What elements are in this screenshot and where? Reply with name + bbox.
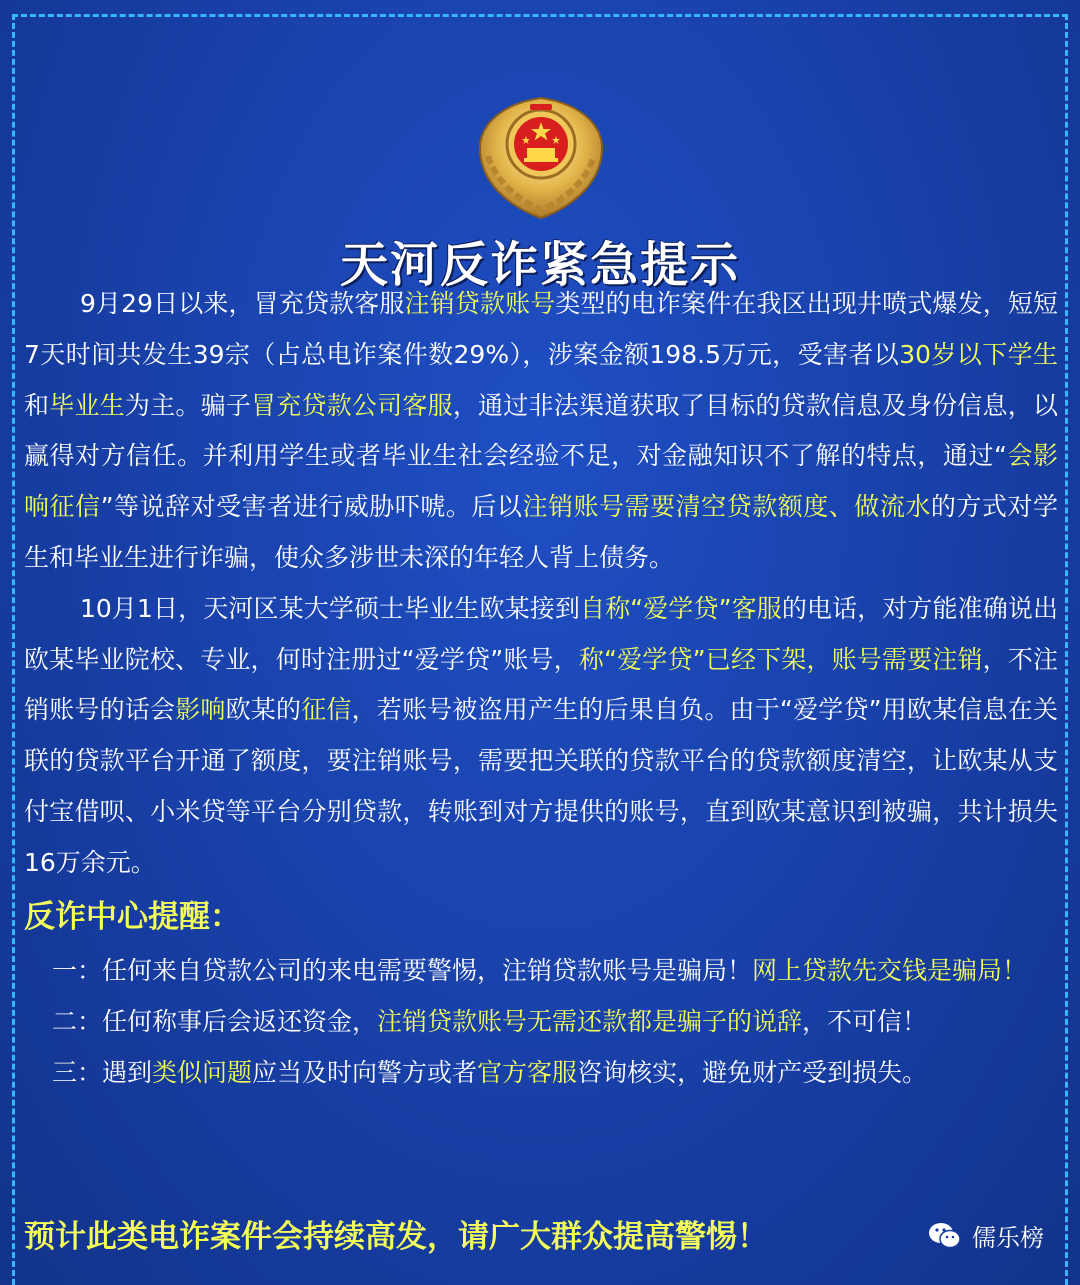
highlight-text: 称“爱学贷”已经下架，账号需要注销 (578, 644, 983, 674)
body-text: 一：任何来自贷款公司的来电需要警惕，注销贷款账号是骗局！ (52, 955, 753, 985)
highlight-text: 注销账号需要清空贷款额度、做流水 (522, 492, 931, 522)
body-text: 类型的电诈案件在我区出现井喷式爆发，短短7天时间共发生39宗（占总电诈案件数29%），涉案金额198.5万元，受害者以 (24, 289, 1058, 369)
footer-warning: 预计此类电诈案件会持续高发，请广大群众提高警惕！ (24, 1219, 768, 1255)
body-text: 为主。骗子 (124, 390, 252, 420)
body-text: 咨询核实，避免财产受到损失。 (577, 1057, 928, 1087)
paragraph-2 (24, 584, 1058, 889)
body-text: ”等说辞对受害者进行威胁吓唬。后以 (100, 492, 523, 522)
watermark (928, 1218, 1044, 1253)
body-text: ，不注销账号的话会 (24, 644, 1058, 725)
police-badge-icon (470, 86, 612, 221)
body-text: 9月29日以来，冒充贷款客服 (80, 289, 405, 318)
body-text: ，若账号被盗用产生的后果自负。由于“爱学贷”用欧某信息在关联的贷款平台开通了额度，要注销账号，需要把关联的贷款平台的贷款额度清空，让欧某从支付宝借呗、小米贷等平台分别贷款，转账到对方提供的账号，直到欧某意识到被骗，共计损失16万余元。 (24, 695, 1058, 877)
highlight-text: 官方客服 (477, 1057, 578, 1087)
highlight-text: 会影响征信 (24, 441, 1058, 522)
tip-1 (24, 945, 1058, 996)
highlight-text: 自称“爱学贷”客服 (579, 593, 782, 623)
highlight-text: 征信 (301, 695, 352, 725)
highlight-text: 网上贷款先交钱是骗局！ (752, 955, 1028, 985)
body-text: ，通过非法渠道获取了目标的贷款信息及身份信息，以赢得对方信任。并利用学生或者毕业生社会经验不足，对金融知识不了解的特点，通过“ (24, 390, 1058, 471)
paragraph-1 (24, 279, 1058, 584)
tip-3 (24, 1047, 1058, 1098)
article-body (24, 279, 1058, 1098)
highlight-text: 毕业生 (49, 390, 125, 420)
body-text: ，不可信！ (802, 1006, 928, 1036)
highlight-text: 30岁以下学生 (899, 339, 1059, 369)
highlight-text: 注销贷款账号无需还款都是骗子的说辞 (377, 1006, 803, 1036)
body-text: 的电话，对方能准确说出欧某毕业院校、专业，何时注册过“爱学贷”账号， (24, 593, 1058, 674)
highlight-text: 注销贷款账号 (404, 289, 556, 318)
highlight-text: 冒充贷款公司客服 (251, 390, 453, 420)
body-text: 应当及时向警方或者 (252, 1057, 478, 1087)
body-text: 的方式对学生和毕业生进行诈骗，使众多涉世未深的年轻人背上债务。 (24, 492, 1058, 572)
body-text: 欧某的 (225, 695, 302, 725)
body-text: 10月1日，天河区某大学硕士毕业生欧某接到 (80, 593, 580, 623)
body-text: 三：遇到 (52, 1057, 153, 1087)
tip-2 (24, 996, 1058, 1047)
highlight-text: 类似问题 (152, 1057, 253, 1087)
highlight-text: 影响 (175, 695, 226, 725)
reminder-heading: 反诈中心提醒： (24, 898, 241, 935)
page-title: 天河反诈紧急提示 (339, 237, 740, 293)
body-text: 和 (24, 390, 50, 420)
watermark-text: 儒乐榜 (972, 1224, 1044, 1252)
body-text: 二：任何称事后会返还资金， (52, 1006, 378, 1036)
wechat-icon (928, 1221, 962, 1251)
